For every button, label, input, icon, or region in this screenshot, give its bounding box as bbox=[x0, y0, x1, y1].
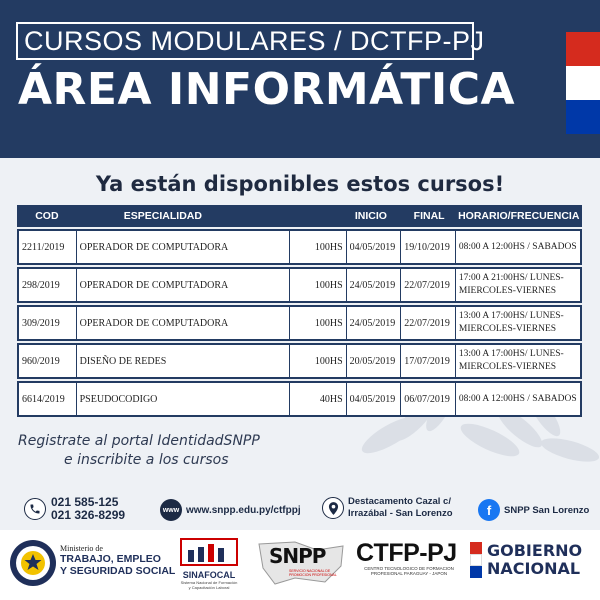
registration-note bbox=[18, 432, 338, 470]
web-icon: www bbox=[160, 499, 182, 521]
ministry-line-2: Y SEGURIDAD SOCIAL bbox=[60, 565, 176, 577]
sinafocal-logo bbox=[180, 538, 238, 590]
cell-final: 19/10/2019 bbox=[401, 231, 456, 263]
cell-especialidad: OPERADOR DE COMPUTADORA bbox=[77, 231, 290, 263]
contact-address bbox=[322, 496, 453, 520]
header-cod: COD bbox=[35, 210, 59, 222]
cell-inicio: 04/05/2019 bbox=[347, 383, 402, 415]
cell-inicio: 04/05/2019 bbox=[347, 231, 402, 263]
cell-final: 06/07/2019 bbox=[401, 383, 456, 415]
cell-especialidad: OPERADOR DE COMPUTADORA bbox=[77, 307, 290, 339]
ctfp-name: CTFP-PJ bbox=[356, 539, 457, 567]
phone-number-1[interactable]: 021 585-125 bbox=[51, 495, 119, 509]
phone-number-2[interactable]: 021 326-8299 bbox=[51, 508, 126, 522]
cell-horario: 13:00 A 17:00HS/ LUNES-MIERCOLES-VIERNES bbox=[458, 311, 564, 334]
phone-icon bbox=[24, 498, 46, 520]
table-row bbox=[17, 229, 582, 265]
availability-title: Ya están disponibles estos cursos! bbox=[95, 172, 505, 196]
table-row bbox=[17, 305, 582, 341]
sinafocal-tag: Sistema Nacional de Formación y Capacitación Laboral bbox=[180, 580, 238, 590]
footer-logos bbox=[0, 530, 600, 600]
cell-horario: 17:00 A 21:00HS/ LUNES-MIERCOLES-VIERNES bbox=[458, 273, 564, 296]
cell-cod: 298/2019 bbox=[19, 269, 77, 301]
ctfp-logo bbox=[356, 540, 462, 576]
facebook-page-link[interactable]: SNPP San Lorenzo bbox=[504, 504, 590, 516]
cell-final: 22/07/2019 bbox=[401, 307, 456, 339]
gobierno-line-2: NACIONAL bbox=[487, 559, 581, 578]
cell-horas: 100HS bbox=[290, 345, 347, 377]
table-row bbox=[17, 267, 582, 303]
address-line-2: Irrazábal - San Lorenzo bbox=[348, 508, 453, 519]
cell-inicio: 24/05/2019 bbox=[347, 307, 402, 339]
registration-line-2: e inscribite a los cursos bbox=[64, 452, 229, 468]
national-seal-icon bbox=[8, 538, 58, 588]
cell-horas: 100HS bbox=[290, 307, 347, 339]
ministry-small: Ministerio de bbox=[60, 544, 103, 553]
cell-final: 17/07/2019 bbox=[401, 345, 456, 377]
sinafocal-icon bbox=[180, 538, 238, 566]
cell-especialidad: DISEÑO DE REDES bbox=[77, 345, 290, 377]
contact-facebook bbox=[478, 499, 589, 521]
cell-especialidad: OPERADOR DE COMPUTADORA bbox=[77, 269, 290, 301]
cell-cod: 6614/2019 bbox=[19, 383, 77, 415]
ctfp-tag: CENTRO TECNOLOGICO DE FORMACION PROFESIONAL PARAGUAY - JAPON bbox=[364, 566, 454, 576]
cell-inicio: 24/05/2019 bbox=[347, 269, 402, 301]
registration-line-1: Registrate al portal IdentidadSNPP bbox=[18, 433, 260, 449]
paraguay-flag-icon bbox=[566, 32, 600, 134]
header-subtitle: CURSOS MODULARES / DCTFP-PJ bbox=[16, 22, 474, 60]
cell-cod: 309/2019 bbox=[19, 307, 77, 339]
ministry-logo bbox=[60, 544, 175, 577]
cell-horas: 100HS bbox=[290, 269, 347, 301]
cell-final: 22/07/2019 bbox=[401, 269, 456, 301]
facebook-icon: f bbox=[478, 499, 500, 521]
gobierno-nacional-logo bbox=[470, 542, 582, 578]
page-title: ÁREA INFORMÁTICA bbox=[18, 64, 516, 115]
cell-especialidad: PSEUDOCODIGO bbox=[77, 383, 290, 415]
cell-horario: 13:00 A 17:00HS/ LUNES-MIERCOLES-VIERNES bbox=[458, 349, 564, 372]
flag-bars-icon bbox=[470, 542, 482, 578]
header-especialidad: ESPECIALIDAD bbox=[123, 210, 202, 222]
snpp-logo bbox=[255, 538, 347, 588]
ministry-line-1: TRABAJO, EMPLEO bbox=[60, 553, 161, 565]
table-header bbox=[17, 205, 582, 227]
courses-table bbox=[17, 205, 582, 417]
cell-cod: 960/2019 bbox=[19, 345, 77, 377]
contact-bar bbox=[0, 492, 600, 528]
cell-horas: 40HS bbox=[290, 383, 347, 415]
contact-website bbox=[160, 499, 301, 521]
cell-inicio: 20/05/2019 bbox=[347, 345, 402, 377]
header-final: FINAL bbox=[413, 210, 445, 222]
location-pin-icon bbox=[322, 497, 344, 519]
header-banner bbox=[0, 0, 600, 158]
cell-cod: 2211/2019 bbox=[19, 231, 77, 263]
table-row bbox=[17, 381, 582, 417]
cell-horario: 08:00 A 12:00HS / SABADOS bbox=[458, 393, 577, 404]
website-link[interactable]: www.snpp.edu.py/ctfppj bbox=[186, 504, 301, 516]
sinafocal-name: SINAFOCAL bbox=[182, 570, 236, 580]
address-line-1: Destacamento Cazal c/ bbox=[348, 496, 451, 507]
snpp-tag: SERVICIO NACIONAL DE PROMOCION PROFESIONAL bbox=[289, 569, 337, 577]
snpp-name: SNPP bbox=[269, 544, 326, 568]
cell-horario: 08:00 A 12:00HS / SABADOS bbox=[458, 241, 577, 252]
header-horario: HORARIO/FRECUENCIA bbox=[458, 210, 580, 222]
header-inicio: INICIO bbox=[354, 210, 387, 222]
table-row bbox=[17, 343, 582, 379]
contact-phones bbox=[24, 496, 125, 522]
gobierno-line-1: GOBIERNO bbox=[487, 541, 583, 560]
cell-horas: 100HS bbox=[290, 231, 347, 263]
